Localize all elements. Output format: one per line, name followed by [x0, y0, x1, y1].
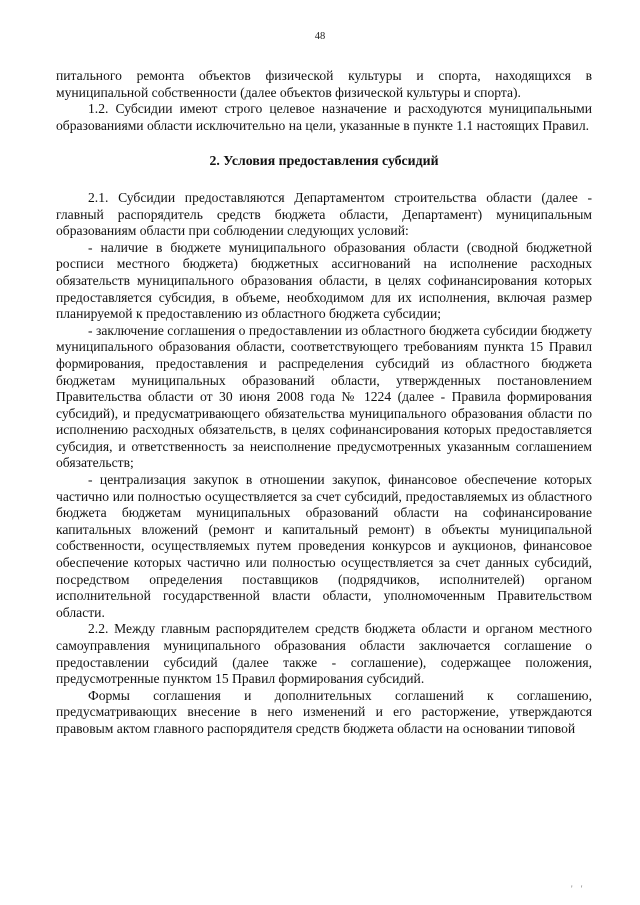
list-item-agreement: - заключение соглашения о предоставлении из областного бюджета субсидии бюджету муниципального образования области, соответствующего требованиям пункта 15 Правил формирования, предоставления и распределения субсидий из областного бюджета бюджетам муниципальных образований области, утвержденных постановлением Правительства области от 30 июня 2008 года № 1224 (далее - Правила формирования субсидий), и предусматривающего обязательства муниципального образования области по исполнению расходных обязательств, в целях софинансирования которых предоставляется субсидия, и ответственность за неисполнение предусмотренных указанным соглашением обязательств;: [56, 322, 592, 471]
scan-mark: ' ': [571, 884, 586, 894]
paragraph-2-1: 2.1. Субсидии предоставляются Департаментом строительства области (далее - главный распорядитель средств бюджета области, Департамент) муниципальным образованиям области при соблюдении следующих условий:: [56, 189, 592, 239]
paragraph-continuation: питального ремонта объектов физической культуры и спорта, находящихся в муниципальной собственности (далее объектов физической культуры и спорта).: [56, 68, 592, 100]
paragraph-forms: Формы соглашения и дополнительных соглашений к соглашению, предусматривающих внесение в него изменений и его расторжение, утверждаются правовым актом главного распорядителя средств бюджета области на основании типовой: [56, 687, 592, 736]
page-number: 48: [314, 31, 326, 42]
paragraph-1-2: 1.2. Субсидии имеют строго целевое назначение и расходуются муниципальными образованиями области исключительно на цели, указанные в пункте 1.1 настоящих Правил.: [56, 101, 592, 133]
list-item-budget: - наличие в бюджете муниципального образования области (сводной бюджетной росписи местного бюджета) бюджетных ассигнований на исполнение расходных обязательств муниципального образования области, в целях софинансирования которых предоставляется субсидия, в объеме, необходимом для их исполнения, включая размер планируемой к предоставлению из областного бюджета субсидии;: [56, 239, 592, 322]
document-body: [56, 68, 592, 738]
section-heading: 2. Условия предоставления субсидий: [209, 153, 439, 169]
list-item-procurement: - централизация закупок в отношении закупок, финансовое обеспечение которых частично или полностью осуществляется за счет субсидий, предоставляемых из областного бюджета бюджетам муниципальных образований области на софинансирование капитальных вложений (ремонт и капитальный ремонт) в объекты муниципальной собственности, осуществляемых путем проведения конкурсов и аукционов, финансовое обеспечение которых частично или полностью осуществляется за счет данных субсидий, посредством определения поставщиков (подрядчиков, исполнителей) органом исполнительной государственной власти области, уполномоченным Правительством области.: [56, 472, 592, 620]
paragraph-2-2: 2.2. Между главным распорядителем средств бюджета области и органом местного самоуправления муниципального образования области заключается соглашение о предоставлении субсидий (далее также - соглашение), содержащее положения, предусмотренные пунктом 15 Правил формирования субсидий.: [56, 621, 592, 687]
